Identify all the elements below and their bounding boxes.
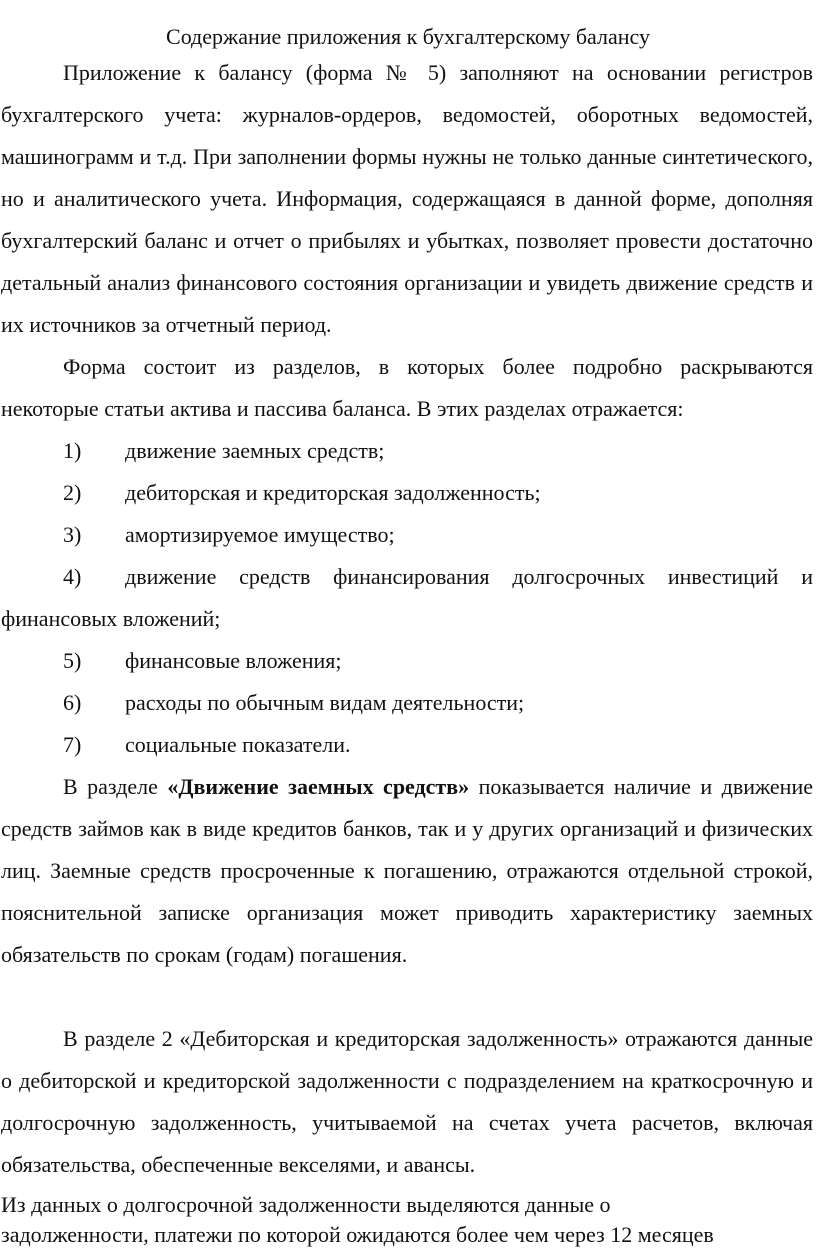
list-item-number: 3) bbox=[63, 522, 82, 547]
document-title: Содержание приложения к бухгалтерскому балансу bbox=[166, 24, 650, 49]
list-item bbox=[1, 682, 813, 724]
paragraph-borrowed-funds-before: В разделе bbox=[63, 774, 168, 799]
list-item bbox=[1, 640, 813, 682]
paragraph-long-term-line-2: задолженности, платежи по которой ожидаются более чем через 12 месяцев bbox=[1, 1222, 714, 1247]
paragraph-intro bbox=[1, 52, 813, 346]
list-item-text: движение заемных средств; bbox=[125, 438, 385, 463]
list-item-number: 7) bbox=[63, 732, 82, 757]
list-item bbox=[1, 514, 813, 556]
paragraph-borrowed-funds-after: показывается наличие и движение средств займов как в виде кредитов банков, так и у других организаций и физических лиц. Заемные средств просроченные к погашению, отражаются отдельной строкой, пояснительной записке организация может приводить характеристику заемных обязательств по срокам (годам) погашения. bbox=[1, 774, 813, 967]
paragraph-long-term-line-1: Из данных о долгосрочной задолженности выделяются данные о bbox=[1, 1192, 611, 1217]
list-item-number: 5) bbox=[63, 648, 82, 673]
list-item-number: 2) bbox=[63, 480, 82, 505]
list-item-text: дебиторская и кредиторская задолженность; bbox=[125, 480, 541, 505]
list-item bbox=[1, 724, 813, 766]
paragraph-form-structure bbox=[1, 346, 813, 430]
paragraph-receivables bbox=[1, 1018, 813, 1186]
list-item bbox=[1, 472, 813, 514]
list-item-text: финансовые вложения; bbox=[125, 648, 342, 673]
list-item bbox=[1, 430, 813, 472]
list-item-text: расходы по обычным видам деятельности; bbox=[125, 690, 525, 715]
paragraph-intro-text: Приложение к балансу (форма № 5) заполняют на основании регистров бухгалтерского учета: журналов-ордеров, ведомостей, оборотных ведомостей, машинограмм и т.д. При заполнении формы нужны не только данные синтетического, но и аналитического учета. Информация, содержащаяся в данной форме, дополняя бухгалтерский баланс и отчет о прибылях и убытках, позволяет провести достаточно детальный анализ финансового состояния организации и увидеть движение средств и их источников за отчетный период. bbox=[1, 60, 813, 337]
paragraph-receivables-text: В разделе 2 «Дебиторская и кредиторская задолженность» отражаются данные о дебиторской и кредиторской задолженности с подразделением на краткосрочную и долгосрочную задолженность, учитываемой на счетах учета расчетов, включая обязательства, обеспеченные векселями, и авансы. bbox=[1, 1026, 813, 1177]
list-item-number: 6) bbox=[63, 690, 82, 715]
paragraph-borrowed-funds bbox=[1, 766, 813, 976]
list-item-text: амортизируемое имущество; bbox=[125, 522, 395, 547]
list-item bbox=[1, 556, 813, 640]
section-name-bold: «Движение заемных средств» bbox=[167, 774, 470, 799]
paragraph-form-structure-text: Форма состоит из разделов, в которых более подробно раскрываются некоторые статьи актива и пассива баланса. В этих разделах отражается: bbox=[1, 354, 813, 421]
list-item-number: 4) bbox=[63, 564, 82, 589]
list-item-number: 1) bbox=[63, 438, 82, 463]
list-item-text: социальные показатели. bbox=[125, 732, 351, 757]
list-item-text: движение средств финансирования долгосрочных инвестиций и финансовых вложений; bbox=[1, 564, 813, 631]
